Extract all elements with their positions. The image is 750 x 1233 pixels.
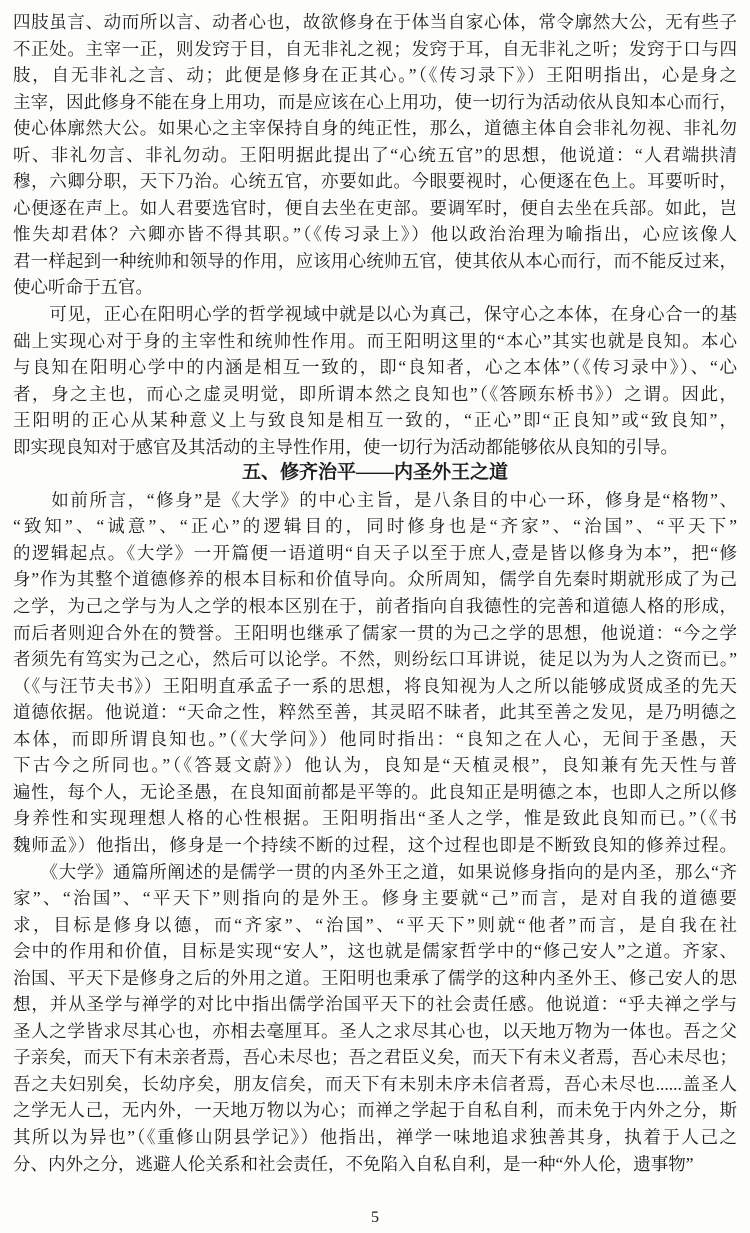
text-line: 君一样起到一种统帅和领导的作用，应该用心统帅五官，使其依从本心而行，而不能反过来，	[13, 250, 737, 271]
text-line: 魏师孟》）他指出，修身是一个持续不断的过程，这个过程也即是不断致良知的修养过程。	[13, 834, 737, 855]
text-line: 肢，自无非礼之言、动；此便是修身在正其心。”（《传习录下》）王阳明指出，心是身之	[13, 65, 737, 86]
text-line: 惟失却君体？六卿亦皆不得其职。”（《传习录上》）他以政治治理为喻指出，心应该像人	[13, 224, 737, 245]
text-line: 子亲矣，而天下有未亲者焉，吾心未尽也；吾之君臣义矣，而天下有未义者焉，吾心未尽也；	[13, 1047, 737, 1068]
text-line: 身”作为其整个道德修养的根本目标和价值导向。众所周知，儒学自先秦时期就形成了为己	[13, 569, 737, 590]
text-line: 之学，为己之学与为人之学的根本区别在于，前者指向自我德性的完善和道德人格的形成，	[13, 596, 737, 617]
document-text-block	[13, 9, 737, 1177]
text-line: 可见，正心在阳明心学的哲学视域中就是以心为真己，保守心之本体，在身心合一的基	[13, 304, 737, 325]
text-line: 其所以为异也”（《重修山阴县学记》）他指出，禅学一味地追求独善其身，执着于人己之	[13, 1126, 737, 1147]
text-line: 如前所言，“修身”是《大学》的中心主旨，是八条目的中心一环，修身是“格物”、	[13, 489, 737, 510]
text-line: 分、内外之分，逃避人伦关系和社会责任，不免陷入自私自利，是一种“外人伦，遗事物”	[13, 1153, 694, 1174]
text-line: 础上实现心对于身的主宰性和统帅性作用。而王阳明这里的“本心”其实也就是良知。本心	[13, 330, 737, 351]
text-line: 身养性和实现理想人格的心性根据。王阳明指出“圣人之学，惟是致此良知而已。”（《书	[13, 808, 737, 829]
text-line: 者须先有笃实为己之心，然后可以论学。不然，则纷纭口耳讲说，徒足以为为人之资而已。”	[13, 649, 737, 670]
text-line: 与良知在阳明心学中的内涵是相互一致的，即“良知者，心之本体”（《传习录中》）、“心	[13, 357, 737, 378]
text-line: 求，目标是修身以德，而“齐家”、“治国”、“平天下”则就“他者”而言，是自我在社	[13, 914, 737, 935]
text-line: 即实现良知对于感官及其活动的主导性作用，使一切行为活动都能够依从良知的引导。	[13, 436, 678, 457]
text-line: 道德依据。他说道：“天命之性，粹然至善，其灵昭不昧者，此其至善之发见，是乃明德之	[13, 702, 737, 723]
text-line: 心便逐在声上。如人君要选官时，便自去坐在吏部。要调军时，便自去坐在兵部。如此，岂	[13, 197, 737, 218]
text-line: “致知”、“诚意”、“正心”的逻辑目的，同时修身也是“齐家”、“治国”、“平天下”	[13, 516, 737, 537]
text-line: 四肢虽言、动而所以言、动者心也，故欲修身在于体当自家心体，常令廓然大公，无有些子	[13, 12, 737, 32]
text-line: 下古今之所同也。”（《答聂文蔚》）他认为，良知是“天植灵根”，良知兼有先天性与普	[13, 755, 737, 776]
text-line: 主宰，因此修身不能在身上用功，而是应该在心上用功，使一切行为活动依从良知本心而行，	[13, 91, 737, 112]
text-line: 本体，而即所谓良知也。”（《大学问》）他同时指出：“良知之在人心，无间于圣愚，天	[13, 728, 737, 749]
text-line: （《与汪节夫书》）王阳明直承孟子一系的思想，将良知视为人之所以能够成贤成圣的先天	[13, 675, 737, 696]
text-line: 者，身之主也，而心之虚灵明觉，即所谓本然之良知也”（《答顾东桥书》）之谓。因此，	[13, 383, 737, 404]
text-line: 穆，六卿分职，天下乃治。心统五官，亦要如此。今眼要视时，心便逐在色上。耳要听时，	[13, 171, 737, 192]
text-line: 家”、“治国”、“平天下”则指向的是外王。修身主要就“己”而言，是对自我的道德要	[13, 888, 737, 909]
text-line: 而后者则迎合外在的赞誉。王阳明也继承了儒家一贯的为己之学的思想，他说道：“今之学	[13, 622, 737, 643]
text-line: 王阳明的正心从某种意义上与致良知是相互一致的，“正心”即“正良知”或“致良知”，	[13, 410, 737, 431]
text-line: 的逻辑起点。《大学》一开篇便一语道明“自天子以至于庶人,壹是皆以修身为本”，把“修	[13, 542, 737, 563]
text-line: 之学无人己，无内外，一天地万物以为心；而禅之学起于自私自利，而未免于内外之分，斯	[13, 1100, 737, 1121]
text-line: 听、非礼勿言、非礼勿动。王阳明据此提出了“心统五官”的思想，他说道：“人君端拱清	[13, 144, 737, 165]
text-line: 吾之夫妇别矣，长幼序矣，朋友信矣，而天下有未别未序未信者焉，吾心未尽也......盖圣人	[13, 1073, 737, 1094]
section-heading: 五、修齐治平——内圣外王之道	[241, 462, 508, 484]
text-line: 治国、平天下是修身之后的外用之道。王阳明也秉承了儒学的这种内圣外王、修己安人的思	[13, 967, 737, 988]
text-line: 圣人之学皆求尽其心也，亦相去毫厘耳。圣人之求尽其心也，以天地万物为一体也。吾之父	[13, 1020, 737, 1041]
text-line: 想，并从圣学与禅学的对比中指出儒学治国平天下的社会责任感。他说道：“乎夫禅之学与	[13, 994, 737, 1015]
page-number: 5	[371, 1209, 379, 1226]
text-line: 使心体廓然大公。如果心之主宰保持自身的纯正性，那么，道德主体自会非礼勿视、非礼勿	[13, 118, 737, 139]
text-line: 遍性，每个人，无论圣愚，在良知面前都是平等的。此良知正是明德之本，也即人之所以修	[13, 781, 737, 802]
text-line: 《大学》通篇所阐述的是儒学一贯的内圣外王之道，如果说修身指向的是内圣，那么“齐	[13, 861, 737, 882]
text-line: 会中的作用和价值，目标是实现“安人”，这也就是儒家哲学中的“修己安人”之道。齐家、	[13, 941, 737, 962]
text-line: 不正处。主宰一正，则发窍于目，自无非礼之视；发窍于耳，自无非礼之听；发窍于口与四	[13, 38, 737, 59]
text-line: 使心听命于五官。	[13, 277, 153, 298]
